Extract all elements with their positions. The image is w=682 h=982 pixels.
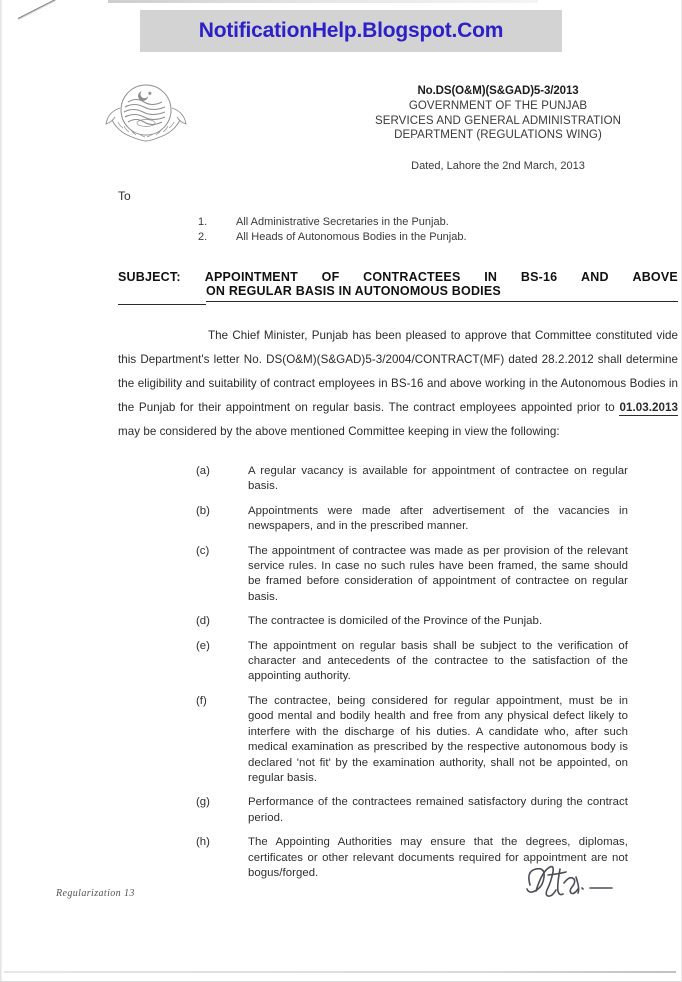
effective-date: 01.03.2013 xyxy=(619,401,678,414)
dated-line: Dated, Lahore the 2nd March, 2013 xyxy=(411,160,585,172)
reference-number: No.DS(O&M)(S&GAD)5-3/2013 xyxy=(417,85,579,97)
subject-word: ABOVE xyxy=(632,270,678,284)
subject-word: OF xyxy=(321,270,340,284)
clause-letter: (f) xyxy=(196,694,207,707)
subject-text-line-2: ON REGULAR BASIS IN AUTONOMOUS BODIES xyxy=(206,284,678,302)
watermark-banner-text: NotificationHelp.Blogspot.Com xyxy=(198,19,504,42)
department-line-1: SERVICES AND GENERAL ADMINISTRATION xyxy=(374,114,622,127)
list-item xyxy=(196,544,628,606)
list-item xyxy=(196,504,628,535)
recipient-number: 1. xyxy=(198,216,208,228)
footer-reference-note: Regularization 13 xyxy=(56,888,135,899)
clause-text: A regular vacancy is available for appointment of contractee on regular basis. xyxy=(248,465,628,493)
list-item xyxy=(196,694,628,786)
scan-edge-bottom xyxy=(4,971,676,973)
clause-text: Performance of the contractees remained satisfactory during the contract period. xyxy=(248,796,628,824)
subject-word: BS-16 xyxy=(520,270,558,284)
clause-text: Appointments were made after advertisement of the vacancies in newspapers, and in the prescribed manner. xyxy=(248,504,628,533)
clause-letter: (d) xyxy=(196,615,210,628)
clause-text: The appointment of contractee was made as per provision of the relevant service rules. In case no such rules have been framed, the same should be framed before consideration of appointment of contractee on regular basis. xyxy=(248,544,628,603)
clause-text: The Appointing Authorities may ensure that the degrees, diplomas, certificates or other relevant documents required for appointment are not bogus/forged. xyxy=(248,836,628,879)
recipient-list xyxy=(198,215,628,245)
clause-letter: (g) xyxy=(196,796,210,809)
to-label: To xyxy=(118,189,131,203)
punjab-government-emblem-icon xyxy=(98,80,194,146)
clause-letter: (c) xyxy=(196,544,210,557)
government-line: GOVERNMENT OF THE PUNJAB xyxy=(408,100,588,112)
list-item xyxy=(196,639,628,685)
recipient-text: All Administrative Secretaries in the Punjab. xyxy=(236,216,449,228)
subject-line-1 xyxy=(118,270,678,284)
clause-letter: (e) xyxy=(196,639,210,652)
subject-text-line-1 xyxy=(205,270,678,284)
clause-letter: (b) xyxy=(196,504,210,517)
body-text-part-1: The Chief Minister, Punjab has been pleased to approve that Committee constituted vide this Department's letter No. DS(O&M)(S&GAD)5-3/2004/CONTRACT(MF) dated 28.2.2012 shall determine the eligibility and suitability of contract employees in BS-16 and above working in the Autonomous Bodies in the Punjab for their appointment on regular basis. The contract employees appointed prior to xyxy=(118,329,678,414)
signature-mark xyxy=(520,855,650,915)
subject-block xyxy=(118,270,678,302)
subject-word: IN xyxy=(484,270,498,284)
subject-word: AND xyxy=(581,270,609,284)
subject-word: APPOINTMENT xyxy=(204,270,298,284)
page-curl-artifact xyxy=(18,0,56,19)
list-item xyxy=(196,464,628,495)
clause-letter: (a) xyxy=(196,465,210,477)
scan-edge-left xyxy=(0,0,3,982)
clause-text: The appointment on regular basis shall be subject to the verification of character and antecedents of the contractee to the satisfaction of the appointing authority. xyxy=(248,639,628,683)
body-text-part-2: may be considered by the above mentioned Committee keeping in view the following: xyxy=(118,425,560,438)
clause-list xyxy=(196,464,628,890)
watermark-banner xyxy=(140,10,562,52)
clause-text: The contractee, being considered for regular appointment, must be in good mental and bodily health and free from any physical defect likely to interfere with the discharge of his duties. A candidate who, after such medical examination as prescribed by the respective autonomous body is declared 'not fit' by the examination authority, shall not be appointed, on regular basis. xyxy=(248,694,628,784)
list-item xyxy=(198,230,628,245)
subject-label: SUBJECT: xyxy=(118,270,181,284)
list-item xyxy=(198,215,628,230)
department-line-2: DEPARTMENT (REGULATIONS WING) xyxy=(394,129,602,141)
recipient-number: 2. xyxy=(198,231,208,243)
clause-text: The contractee is domiciled of the Province of the Punjab. xyxy=(248,615,543,628)
subject-word: CONTRACTEES xyxy=(363,270,461,284)
list-item xyxy=(196,614,628,629)
list-item xyxy=(196,795,628,826)
clause-letter: (h) xyxy=(196,836,210,849)
subject-underline xyxy=(118,304,206,305)
recipient-text: All Heads of Autonomous Bodies in the Punjab. xyxy=(236,231,467,243)
scan-edge-top xyxy=(108,0,538,3)
body-paragraph xyxy=(118,324,678,444)
letterhead xyxy=(318,84,678,143)
